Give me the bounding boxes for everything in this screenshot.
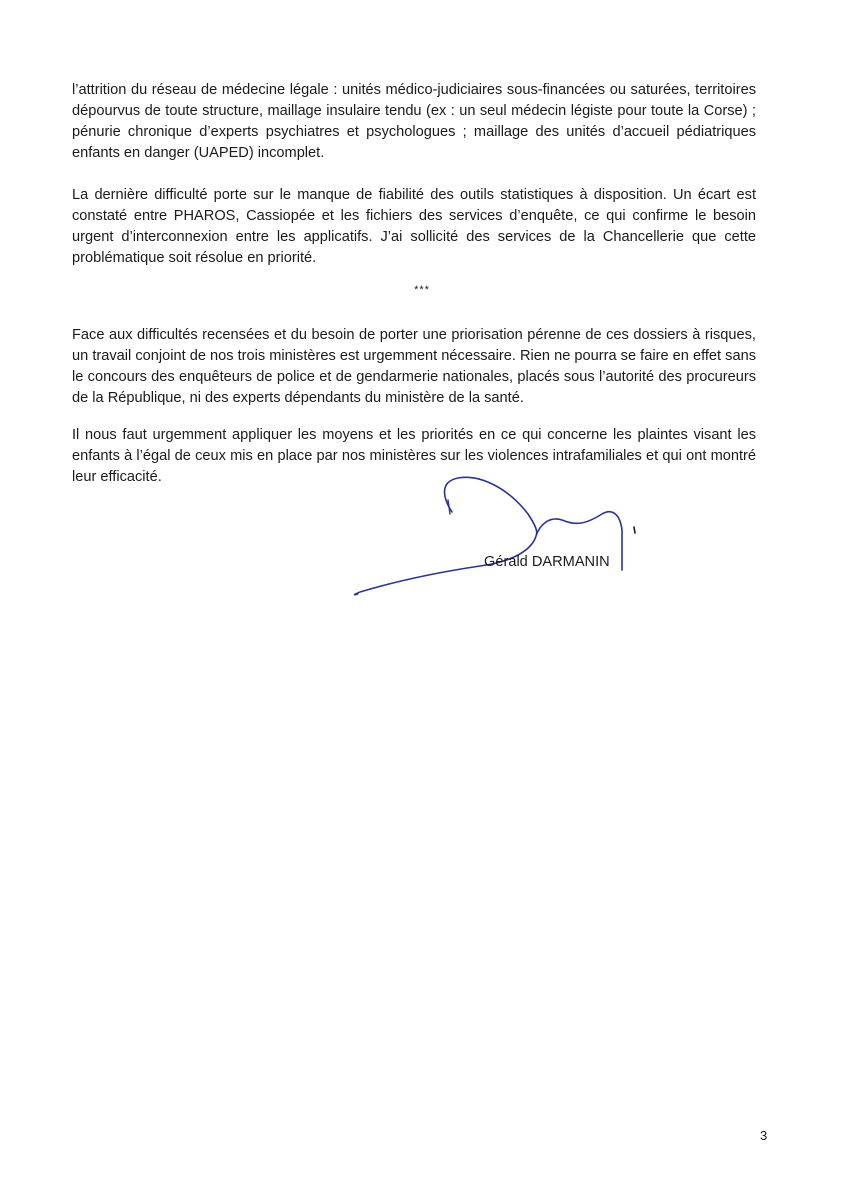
- paragraph-medical-legal-network: l’attrition du réseau de médecine légale : unités médico-judiciaires sous-financées ou saturées, territoires dépourvus de toute structure, maillage insulaire tendu (ex : un seul médecin légiste pour toute la Corse) ; pénurie chronique d’experts psychiatres et psychologues ; maillage des unités d’accueil pédiatriques enfants en danger (UAPED) incomplet.: [72, 82, 756, 161]
- handwritten-signature: [340, 470, 660, 610]
- section-separator: ***: [414, 284, 430, 296]
- paragraph-urgent-measures: Il nous faut urgemment appliquer les moyens et les priorités en ce qui concerne les plaintes visant les enfants à l’égal de ceux mis en place par nos ministères sur les violences intrafamiliales et qui ont montré leur efficacité.: [72, 427, 756, 485]
- paragraph-joint-work: Face aux difficultés recensées et du besoin de porter une priorisation pérenne de ces dossiers à risques, un travail conjoint de nos trois ministères est urgemment nécessaire. Rien ne pourra se faire en effet sans le concours des enquêteurs de police et de gendarmerie nationales, placés sous l’autorité des procureurs de la République, ni des experts dépendants du ministère de la santé.: [72, 327, 756, 406]
- signer-name: Gérald DARMANIN: [484, 554, 610, 570]
- page-number: 3: [760, 1128, 768, 1143]
- paragraph-statistical-tools: La dernière difficulté porte sur le manque de fiabilité des outils statistiques à disposition. Un écart est constaté entre PHAROS, Cassiopée et les fichiers des services d’enquête, ce qui confirme le besoin urgent d’interconnexion entre les applicatifs. J’ai sollicité des services de la Chancellerie que cette problématique soit résolue en priorité.: [72, 187, 756, 266]
